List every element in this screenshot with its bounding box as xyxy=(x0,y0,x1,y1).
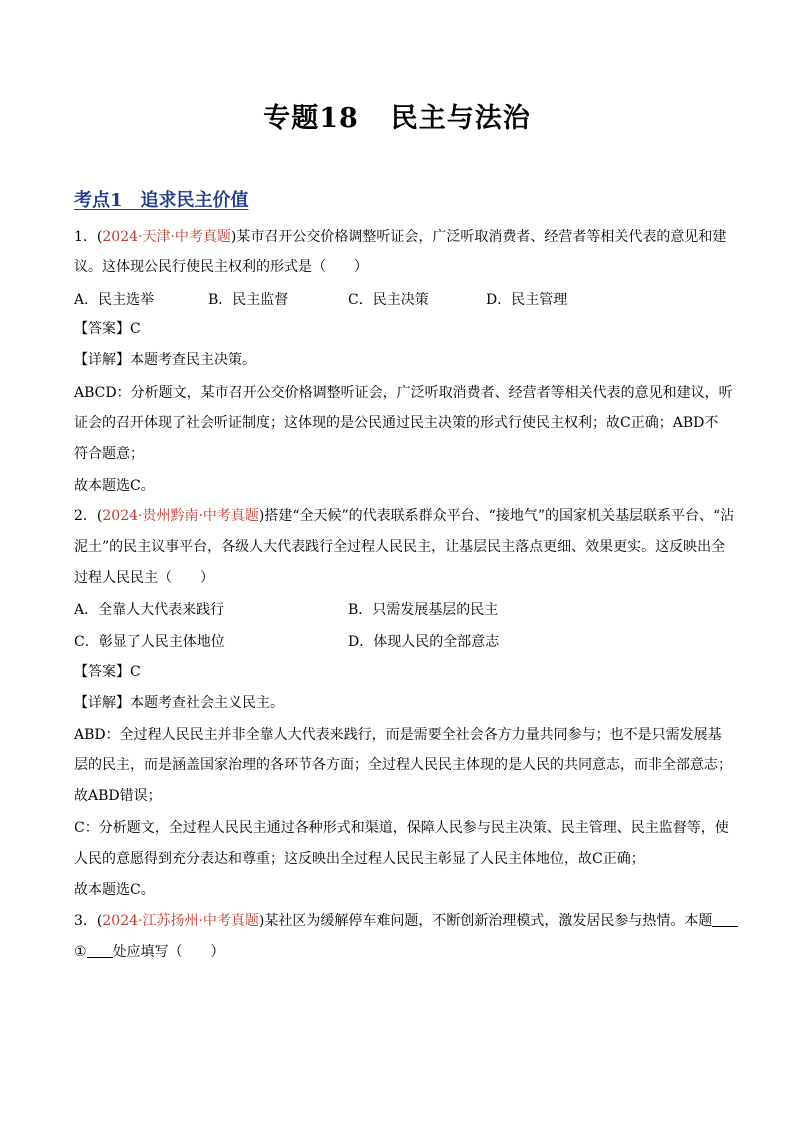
q2-explanation-5: 人民的意愿得到充分表达和尊重；这反映出全过程人民民主彰显了人民主体地位，故C正确； xyxy=(74,851,645,867)
q1-conclusion: 故本题选C。 xyxy=(74,478,155,494)
q3-blank-1 xyxy=(712,912,738,927)
q2-option-a: A．全靠人大代表来践行 xyxy=(74,602,225,618)
q2-number: 2．( xyxy=(74,508,103,524)
q2-option-c: C．彰显了人民主体地位 xyxy=(74,634,225,650)
q3-stem-line-1 xyxy=(74,911,724,931)
q2-detail: 【详解】本题考查社会主义民主。 xyxy=(74,695,284,711)
q1-source: 2024·天津·中考真题 xyxy=(102,229,231,245)
q1-stem-line-1 xyxy=(74,227,727,247)
q3-stem-b: 处应填写（ ） xyxy=(112,944,225,960)
q1-explanation-3: 符合题意； xyxy=(74,446,144,462)
title-sub: 民主与法治 xyxy=(390,103,531,134)
q2-explanation-3: 故ABD错误； xyxy=(74,788,162,804)
q2-explanation-4: C：分析题文，全过程人民民主通过各种形式和渠道，保障人民参与民主决策、民主管理、民主监督等，使 xyxy=(74,820,729,836)
q3-stem-line-2 xyxy=(74,942,724,962)
q1-explanation-1: ABCD：分析题文，某市召开公交价格调整听证会，广泛听取消费者、经营者等相关代表的意见和建议，听 xyxy=(74,385,733,401)
q2-source: 2024·贵州黔南·中考真题 xyxy=(102,508,259,524)
page-title xyxy=(0,96,794,135)
q1-stem-a: )某市召开公交价格调整听证会，广泛听取消费者、经营者等相关代表的意见和建 xyxy=(230,229,727,245)
q2-option-b: B．只需发展基层的民主 xyxy=(348,602,499,618)
q3-number: 3．( xyxy=(74,913,103,929)
q1-detail: 【详解】本题考查民主决策。 xyxy=(74,352,256,368)
q2-answer: 【答案】C xyxy=(74,664,141,680)
q1-answer: 【答案】C xyxy=(74,321,141,337)
section-heading: 考点1 追求民主价值 xyxy=(74,190,249,211)
q1-option-c: C．民主决策 xyxy=(348,292,429,308)
title-main: 专题18 xyxy=(263,103,359,134)
q1-explanation-2: 证会的召开体现了社会听证制度；这体现的是公民通过民主决策的形式行使民主权利；故C正确；ABD不 xyxy=(74,415,719,431)
q2-option-d: D．体现人民的全部意志 xyxy=(348,634,500,650)
q2-explanation-1: ABD：全过程人民民主并非全靠人大代表来践行，而是需要全社会各方力量共同参与；也不是只需发展基 xyxy=(74,727,722,743)
q3-source: 2024·江苏扬州·中考真题 xyxy=(102,913,259,929)
q2-explanation-2: 层的民主，而是涵盖国家治理的各环节各方面；全过程人民民主体现的是人民的共同意志，而非全部意志； xyxy=(74,757,732,773)
q2-stem-a: )搭建“全天候”的代表联系群众平台、“接地气”的国家机关基层联系平台、“沾 xyxy=(258,508,735,524)
q3-blank-2 xyxy=(87,943,113,958)
q1-stem-line-2: 议。这体现公民行使民主权利的形式是（ ） xyxy=(74,259,368,275)
q1-option-d: D．民主管理 xyxy=(486,292,568,308)
q2-conclusion: 故本题选C。 xyxy=(74,882,155,898)
q3-stem-a: )某社区为缓解停车难问题，不断创新治理模式，激发居民参与热情。本题 xyxy=(258,913,713,929)
q1-option-a: A．民主选举 xyxy=(74,292,155,308)
q2-stem-line-2: 泥土”的民主议事平台，各级人大代表践行全过程人民民主，让基层民主落点更细、效果更实。这反映出全 xyxy=(74,539,726,555)
q3-circled-one: ① xyxy=(74,944,87,960)
q1-number: 1．( xyxy=(74,229,103,245)
q1-option-b: B．民主监督 xyxy=(208,292,289,308)
q2-stem-line-3: 过程人民民主（ ） xyxy=(74,570,214,586)
q2-stem-line-1 xyxy=(74,506,735,526)
